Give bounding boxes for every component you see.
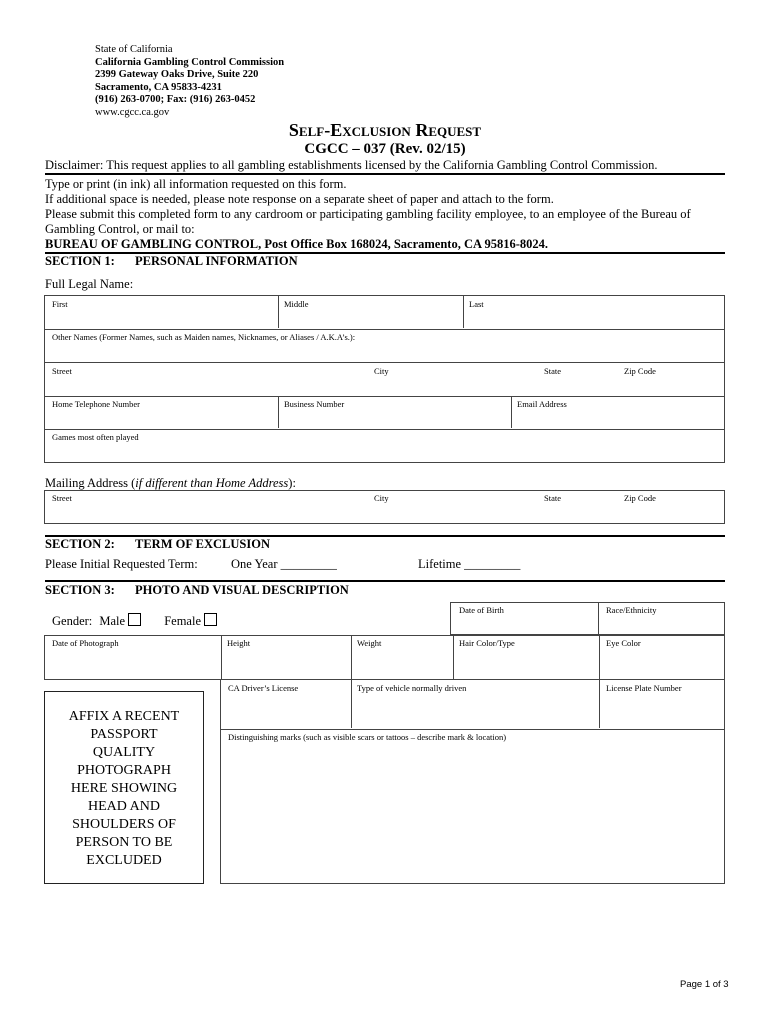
- mailing-state-field[interactable]: State: [544, 493, 561, 503]
- instruction-2: If additional space is needed, please note response on a separate sheet of paper and attach to the form.: [45, 192, 554, 206]
- gender-row: [52, 613, 217, 629]
- games-played-field[interactable]: Games most often played: [52, 432, 139, 442]
- eye-color-field[interactable]: Eye Color: [606, 638, 641, 648]
- photo-instructions: AFFIX A RECENT PASSPORT QUALITY PHOTOGRAPH HERE SHOWING HEAD AND SHOULDERS OF PERSON TO BE EXCLUDED: [68, 709, 180, 868]
- date-of-photograph-field[interactable]: Date of Photograph: [52, 638, 119, 648]
- home-phone-field[interactable]: Home Telephone Number: [52, 399, 141, 409]
- instruction-1: Type or print (in ink) all information requested on this form.: [45, 177, 347, 191]
- zip-field[interactable]: Zip Code: [624, 366, 656, 376]
- address-line-1: 2399 Gateway Oaks Drive, Suite 220: [95, 69, 259, 80]
- last-name-field[interactable]: Last: [469, 299, 484, 309]
- agency-header: [95, 44, 284, 119]
- term-prompt: Please Initial Requested Term:: [45, 557, 198, 571]
- business-number-field[interactable]: Business Number: [284, 399, 345, 409]
- weight-field[interactable]: Weight: [357, 638, 382, 648]
- middle-name-field[interactable]: Middle: [284, 299, 309, 309]
- form-title: Self-Exclusion Request: [288, 120, 482, 140]
- vehicle-type-field[interactable]: Type of vehicle normally driven: [357, 683, 467, 693]
- mailing-address-table: [44, 490, 725, 524]
- disclaimer: Disclaimer: This request applies to all gambling establishments licensed by the California Gambling Control Commission.: [45, 158, 658, 172]
- mailing-address-label: Mailing Address (if different than Home Address):: [45, 476, 296, 490]
- section-2-title: TERM OF EXCLUSION: [135, 537, 270, 551]
- divider: [45, 580, 725, 582]
- lifetime-option[interactable]: Lifetime _________: [418, 557, 521, 571]
- mailing-street-field[interactable]: Street: [52, 493, 72, 503]
- state-field[interactable]: State: [544, 366, 561, 376]
- male-label: Male: [99, 614, 126, 628]
- personal-info-table: [44, 295, 725, 463]
- other-names-field[interactable]: Other Names (Former Names, such as Maiden names, Nicknames, or Aliases / A.K.A’s.):: [52, 332, 356, 342]
- email-field[interactable]: Email Address: [517, 399, 567, 409]
- first-name-field[interactable]: First: [52, 299, 68, 309]
- drivers-license-field[interactable]: CA Driver’s License: [228, 683, 299, 693]
- divider: [45, 173, 725, 175]
- race-ethnicity-field[interactable]: Race/Ethnicity: [606, 605, 657, 615]
- website-link[interactable]: www.cgcc.ca.gov: [95, 106, 170, 118]
- mailing-zip-field[interactable]: Zip Code: [624, 493, 656, 503]
- distinguishing-marks-field[interactable]: Distinguishing marks (such as visible scars or tattoos – describe mark & location): [228, 732, 507, 742]
- city-field[interactable]: City: [374, 366, 389, 376]
- instructions: [45, 177, 725, 252]
- street-field[interactable]: Street: [52, 366, 72, 376]
- female-label: Female: [164, 614, 201, 628]
- height-field[interactable]: Height: [227, 638, 251, 648]
- dob-race-table: [450, 602, 725, 635]
- one-year-option[interactable]: One Year _________: [231, 557, 337, 571]
- description-row-1: [44, 635, 725, 680]
- photo-placeholder[interactable]: [44, 691, 204, 884]
- phone-fax: (916) 263-0700; Fax: (916) 263-0452: [95, 94, 256, 105]
- instruction-3: Please submit this completed form to any cardroom or participating gambling facility employee, to an employee of the Bureau of Gambling Control, or mail to:: [45, 207, 691, 236]
- section-3-number: SECTION 3:: [45, 583, 115, 597]
- section-2-number: SECTION 2:: [45, 537, 115, 551]
- page-number: Page 1 of 3: [680, 979, 729, 990]
- female-checkbox[interactable]: [204, 613, 217, 626]
- state-name: State of California: [95, 44, 173, 55]
- gender-label: Gender:: [52, 614, 93, 628]
- description-lower-table: [220, 679, 725, 884]
- mailing-city-field[interactable]: City: [374, 493, 389, 503]
- date-of-birth-field[interactable]: Date of Birth: [459, 605, 504, 615]
- male-checkbox[interactable]: [128, 613, 141, 626]
- section-1-number: SECTION 1:: [45, 254, 115, 268]
- section-3-title: PHOTO AND VISUAL DESCRIPTION: [135, 583, 349, 597]
- form-number: CGCC – 037 (Rev. 02/15): [304, 141, 466, 157]
- license-plate-field[interactable]: License Plate Number: [606, 683, 682, 693]
- address-line-2: Sacramento, CA 95833-4231: [95, 81, 222, 93]
- mail-to-address: BUREAU OF GAMBLING CONTROL, Post Office Box 168024, Sacramento, CA 95816-8024.: [45, 237, 548, 251]
- section-1-title: PERSONAL INFORMATION: [135, 254, 298, 268]
- hair-color-field[interactable]: Hair Color/Type: [459, 638, 515, 648]
- commission-name: California Gambling Control Commission: [95, 56, 285, 68]
- full-legal-name-label: Full Legal Name:: [45, 277, 134, 291]
